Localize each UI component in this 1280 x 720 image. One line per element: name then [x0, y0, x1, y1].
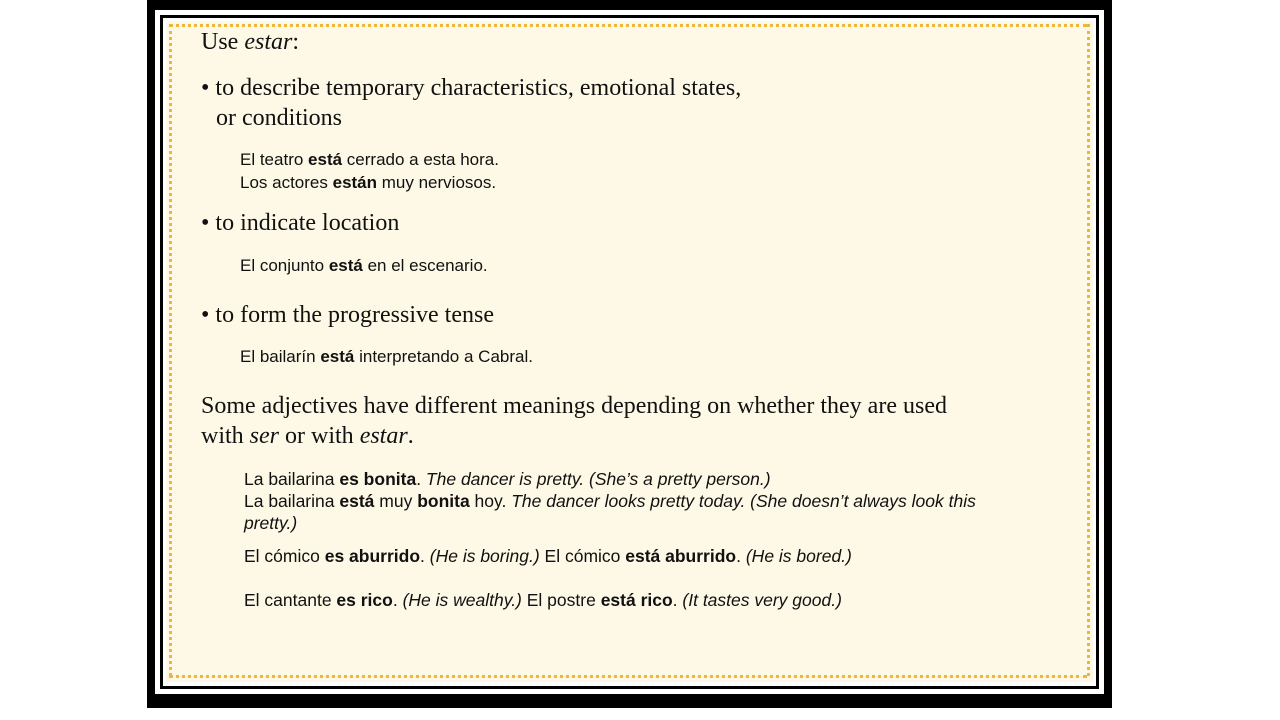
dotted-border-right — [1087, 24, 1090, 676]
dotted-border-top — [169, 24, 1087, 27]
use-temporary-cont: or conditions — [216, 105, 342, 131]
pair-rico: El cantante es rico. (He is wealthy.) El postre está rico. (It tastes very good.) — [244, 590, 842, 610]
pair-bonita-estar: La bailarina está muy bonita hoy. The dancer looks pretty today. (She doesn’t always look this — [244, 491, 976, 511]
adjectives-line2: with ser or with estar. — [201, 423, 414, 449]
use-temporary: • to describe temporary characteristics, emotional states, — [201, 75, 742, 101]
dotted-border-bottom — [169, 675, 1087, 678]
pair-aburrido: El cómico es aburrido. (He is boring.) El cómico está aburrido. (He is bored.) — [244, 546, 852, 566]
example-teatro: El teatro está cerrado a esta hora. — [240, 150, 499, 169]
example-actores: Los actores están muy nerviosos. — [240, 173, 497, 192]
intro-heading: Use estar: — [201, 29, 299, 55]
example-conjunto: El conjunto está en el escenario. — [240, 256, 488, 275]
adjectives-line1: Some adjectives have different meanings depending on whether they are used — [201, 393, 947, 419]
use-location: • to indicate location — [201, 210, 400, 236]
example-bailarin: El bailarín está interpretando a Cabral. — [240, 347, 533, 366]
pair-bonita-ser: La bailarina es bonita. The dancer is pretty. (She’s a pretty person.) — [244, 469, 771, 489]
dotted-border-left — [169, 24, 172, 676]
use-progressive: • to form the progressive tense — [201, 302, 494, 328]
pair-bonita-estar-cont: pretty.) — [244, 513, 298, 533]
